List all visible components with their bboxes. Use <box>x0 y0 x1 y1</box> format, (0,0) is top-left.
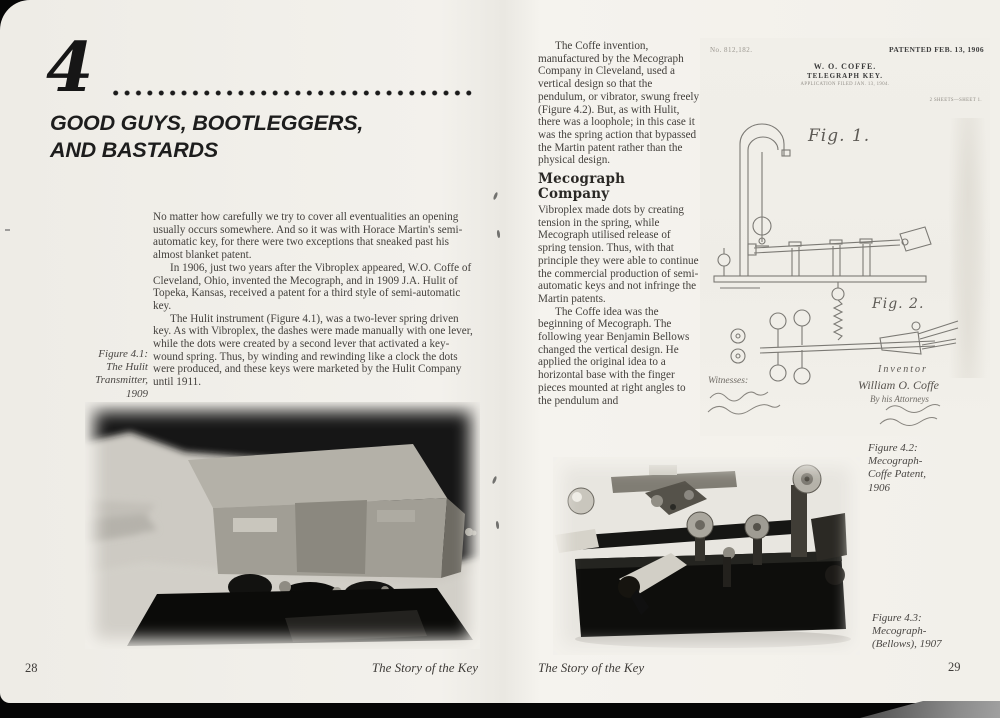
section-paragraph: Vibroplex made dots by creating tension in the spring, while Mecograph utilised release of spring tension. Thus, with that principle they were able to continue the commercial production of semi-automatic keys and not infringe the Martin patents. <box>538 204 699 305</box>
figure-4-2-caption <box>868 442 980 495</box>
running-title-right: The Story of the Key <box>538 660 645 675</box>
caption-line: Mecograph- <box>872 625 927 638</box>
mecograph-bellows-photo-illustration <box>553 457 860 655</box>
caption-line: (Bellows), 1907 <box>872 638 942 651</box>
attorneys-line: By his Attorneys <box>870 394 929 404</box>
caption-line: 1909 <box>126 387 148 400</box>
figure-4-1-caption <box>52 348 148 401</box>
running-title-left: The Story of the Key <box>371 660 478 675</box>
caption-line: Figure 4.2: <box>868 442 918 454</box>
fig-1-label: Fig. 1. <box>808 126 871 146</box>
chapter-title-line-1: GOOD GUYS, BOOTLEGGERS, <box>50 111 364 135</box>
patent-title: TELEGRAPH KEY. <box>807 72 883 80</box>
patent-line-art <box>700 38 990 436</box>
caption-line: Figure 4.3: <box>872 612 922 624</box>
section-paragraph: The Coffe idea was the beginning of Mecograph. The following year Benjamin Bellows changed the vertical design. He applied the original idea to a horizontal base with the finger pieces mounted at right angles to the pendulum and <box>538 305 690 407</box>
figure-4-3-caption <box>872 612 994 652</box>
scanner-bed-corner <box>860 701 1000 718</box>
page-number-right: 29 <box>948 660 961 674</box>
patent-sheet <box>700 38 990 436</box>
intro-paragraph: The Coffe invention, manufactured by the Mecograph Company in Cleveland, used a vertical design so that the pendulum, or vibrator, swung freely (Figure 4.2). But, as with Hulit, there was a loophole; in this case it was the spring action that bypassed the Martin patent rather than the physical design. <box>538 40 700 167</box>
patent-application-line: APPLICATION FILED JAN. 13, 1904. <box>800 82 890 87</box>
patent-number: No. 812,182. <box>710 46 753 54</box>
fig-2-label: Fig. 2. <box>872 296 925 312</box>
patent-inventor-name: W. O. COFFE. <box>813 62 877 71</box>
caption-line: 1906 <box>868 481 890 494</box>
figure-4-3-photo <box>553 457 860 655</box>
caption-line: Coffe Patent, <box>868 468 927 481</box>
caption-line: Figure 4.1: <box>98 348 148 360</box>
hulit-transmitter-photo-illustration <box>85 402 480 649</box>
chapter-number: 4 <box>46 28 94 108</box>
chapter-title <box>50 110 470 164</box>
binding-mark <box>492 476 497 485</box>
body-paragraph: No matter how carefully we try to cover all eventualities an opening usually occurs somewhere. And so it was with Horace Martin's semi-automatic key, for there were two exceptions that sneaked past his almost blanket patent. <box>153 211 463 262</box>
caption-line: The Hulit <box>106 361 148 374</box>
left-page-body-text <box>153 211 475 389</box>
body-paragraph: In 1906, just two years after the Vibroplex appeared, W.O. Coffe of Cleveland, Ohio, invented the Mecograph, and in 1909 J.A. Hulit of Topeka, Kansas, received a patent for a third style of semi-automatic key. <box>153 261 472 312</box>
inventor-signature: William O. Coffe <box>858 378 939 392</box>
patent-sheet-line: 2 SHEETS—SHEET 1. <box>929 98 982 103</box>
section-heading: Mecograph Company <box>538 171 626 203</box>
page-number-left: 28 <box>25 661 38 675</box>
caption-line: Mecograph- <box>868 455 923 468</box>
patent-date: PATENTED FEB. 13, 1906 <box>889 45 984 54</box>
binding-mark <box>493 192 498 201</box>
caption-line: Transmitter, <box>95 374 148 387</box>
body-paragraph: The Hulit instrument (Figure 4.1), was a two-lever spring driven key. As with Vibroplex, the dashes were made manually with one lever, while the dots were created by a second lever that activated a key-wound spring. Thus, by winding and rewinding like a clock the dots were produced, and these keys were marketed by the Hulit Company until 1911. <box>153 312 473 389</box>
scan-edge-mark <box>5 229 10 231</box>
figure-4-1-photo <box>85 402 480 649</box>
chapter-dots-rule <box>108 86 472 96</box>
binding-mark <box>496 230 501 238</box>
binding-mark <box>495 521 500 529</box>
chapter-title-line-2: AND BASTARDS <box>50 138 219 162</box>
inventor-label: Inventor <box>878 364 928 375</box>
witnesses-label: Witnesses: <box>708 376 749 386</box>
right-page-column <box>538 40 700 407</box>
